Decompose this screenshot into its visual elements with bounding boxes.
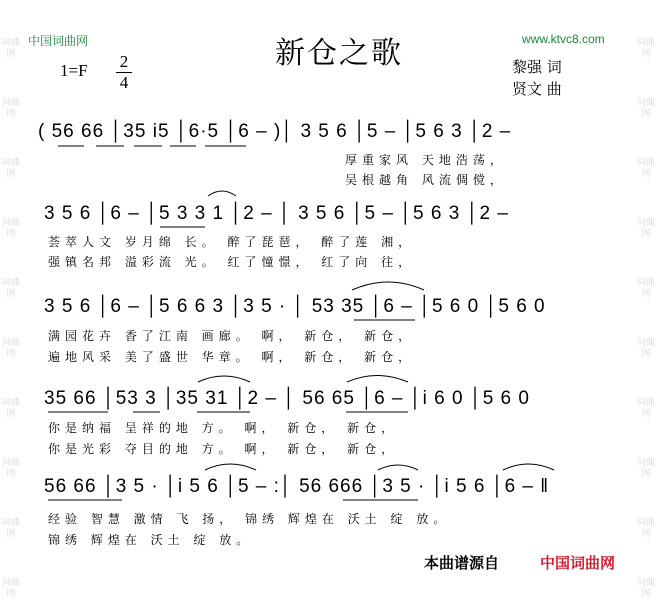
watermark-text: 词曲网 <box>636 518 655 539</box>
watermark-text: 词曲网 <box>636 278 655 299</box>
slur <box>198 376 250 382</box>
lyric-line-3-verse-2: 遍地风采 美了盛世 华章。 啊， 新仓， 新仓， <box>48 350 416 364</box>
watermark-text: 词曲网 <box>1 38 20 59</box>
lyric-line-4-verse-2: 你是光彩 夺目的地 方。 啊， 新仓， 新仓， <box>48 442 399 456</box>
slur <box>503 464 554 470</box>
watermark-text: 词曲网 <box>1 218 20 239</box>
site-url-top-right: www.ktvc8.com <box>522 32 605 46</box>
source-label: 本曲谱源自 <box>424 554 500 572</box>
lyric-line-3-verse-1: 满园花卉 香了江南 画廊。 啊， 新仓， 新仓， <box>48 329 416 343</box>
lyric-line-5-verse-2: 锦绣 辉煌在 沃土 绽 放。 <box>48 533 254 547</box>
lyric-line-2-verse-1: 荟萃人文 岁月绵 长。 醉了琵琶， 醉了莲 湘， <box>48 235 416 249</box>
song-title: 新仓之歌 <box>275 36 403 71</box>
slur <box>378 465 418 470</box>
watermark-text: 词曲网 <box>636 578 655 599</box>
watermark-text: 词曲网 <box>1 458 20 479</box>
site-name-top-left: 中国词曲网 <box>28 34 89 48</box>
slur <box>208 191 236 196</box>
watermark-text: 词曲网 <box>636 218 655 239</box>
watermark-text: 词曲网 <box>636 158 655 179</box>
lyric-line-1-verse-2: 吴根越角 风流倜傥， <box>345 173 507 187</box>
watermark-text: 词曲网 <box>636 98 655 119</box>
watermark-text: 词曲网 <box>1 398 20 419</box>
notation-line-5: 56 66 │3 5 · │i 5 6 │5 – :│ 56 666 │3 5 · │i 5 6 │6 – ‖ <box>44 476 550 497</box>
time-signature-top: 2 <box>116 52 132 73</box>
notation-line-2: 3 5 6 │6 – │5 3 3 1 │2 – │ 3 5 6 │5 – │5 6 3 │2 – <box>44 203 509 224</box>
time-signature-bottom: 4 <box>119 73 129 92</box>
notation-line-1: ( 56 66 │35 i5 │6·5 │6 – )│ 3 5 6 │5 – │5 6 3 │2 – <box>38 121 512 142</box>
watermark-text: 词曲网 <box>636 38 655 59</box>
composer-credit: 贤文 曲 <box>512 80 562 98</box>
watermark-text: 词曲网 <box>636 458 655 479</box>
lyricist-credit: 黎强 词 <box>512 58 562 76</box>
lyric-line-4-verse-1: 你是纳福 呈祥的地 方。 啊， 新仓， 新仓， <box>48 421 399 435</box>
slur <box>347 376 408 383</box>
slur <box>352 282 424 290</box>
notation-line-4: 35 66 │53 3 │35 31 │2 – │ 56 65 │6 – │i 6 0 │5 6 0 <box>44 388 530 409</box>
watermark-text: 词曲网 <box>636 398 655 419</box>
watermark-text: 词曲网 <box>1 578 20 599</box>
watermark-text: 词曲网 <box>1 158 20 179</box>
source-site-link[interactable]: 中国词曲网 <box>540 554 616 572</box>
watermark-text: 词曲网 <box>1 338 20 359</box>
lyric-line-2-verse-2: 强镇名邦 溢彩流 光。 红了憧憬， 红了向 往， <box>48 255 416 269</box>
lyric-line-5-verse-1: 经验 智慧 激情 飞 扬， 锦绣 辉煌在 沃土 绽 放。 <box>48 512 451 526</box>
notation-line-3: 3 5 6 │6 – │5 6 6 3 │3 5 · │ 53 35 │6 – │5 6 0 │5 6 0 <box>44 296 546 317</box>
watermark-text: 词曲网 <box>1 518 20 539</box>
watermark-text: 词曲网 <box>636 338 655 359</box>
lyric-line-1-verse-1: 厚重家风 天地浩荡， <box>345 153 507 167</box>
key-signature: 1=F <box>60 61 88 80</box>
watermark-text: 词曲网 <box>1 98 20 119</box>
slur <box>205 464 256 470</box>
watermark-text: 词曲网 <box>1 278 20 299</box>
